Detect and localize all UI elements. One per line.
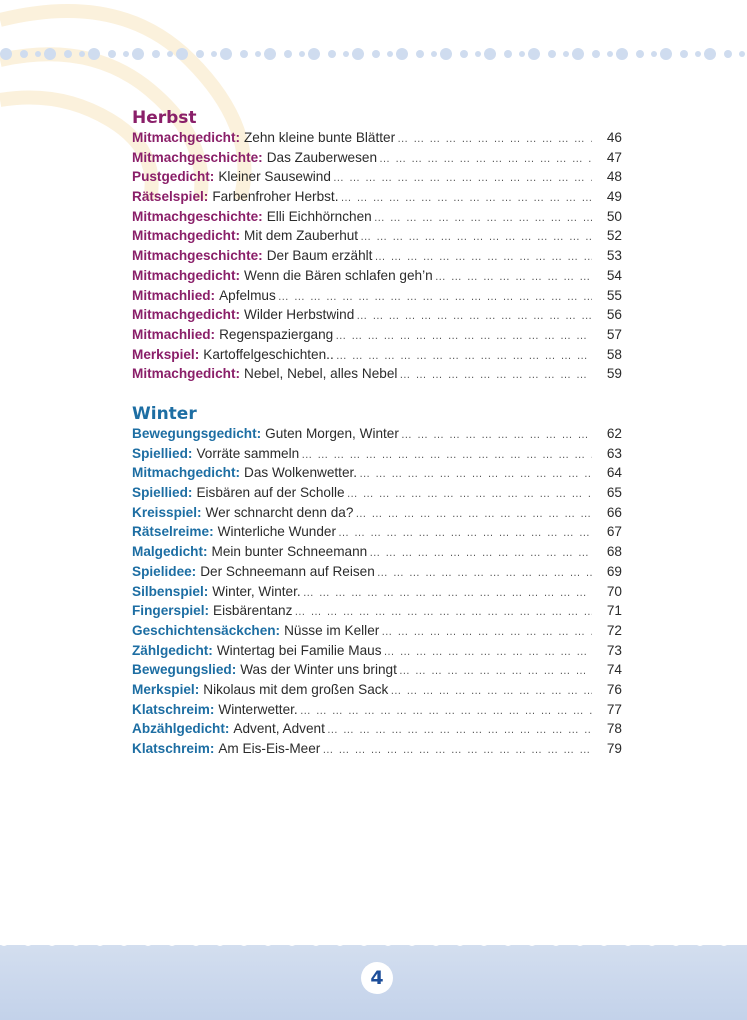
toc-entry [132,226,622,246]
toc-entry [132,246,622,266]
entry-category: Rätselreime: [132,524,214,540]
dot-leader [374,209,592,229]
toc-entry [132,483,622,503]
entry-title: Elli Eichhörnchen [266,208,372,224]
dot-leader [333,169,592,189]
toc-entry [132,148,622,168]
entry-category: Mitmachlied: [132,326,216,342]
toc-entry [132,207,622,227]
toc-entry [132,266,622,286]
entry-page-number: 73 [606,642,622,658]
section-winter [132,404,622,759]
toc-entry [132,680,622,700]
toc-entry [132,522,622,542]
toc-entry [132,582,622,602]
entry-page-number: 71 [606,603,622,619]
entry-category: Klatschreim: [132,701,215,717]
toc-entry [132,424,622,444]
entry-page-number: 77 [606,701,622,717]
dot-leader [379,150,592,170]
entry-page-number: 72 [606,622,622,638]
entry-page-number: 46 [606,130,622,145]
entry-category: Zählgedicht: [132,642,213,658]
entry-title: Mit dem Zauberhut [244,228,359,244]
entry-title: Eisbärentanz [213,603,293,619]
dot-leader [356,307,592,327]
toc-entry [132,305,622,325]
toc-entry [132,719,622,739]
entry-category: Mitmachgedicht: [132,307,240,323]
winter-entry-list [132,424,622,759]
entry-page-number: 52 [606,228,622,244]
dot-leader [435,268,592,288]
dot-leader [300,702,592,722]
entry-page-number: 55 [606,287,622,303]
entry-category: Geschichtensäckchen: [132,622,281,638]
entry-page-number: 79 [606,741,622,756]
entry-title: Zehn kleine bunte Blätter [244,130,396,145]
entry-category: Abzählgedicht: [132,721,230,737]
entry-category: Mitmachlied: [132,287,216,303]
entry-category: Bewegungsgedicht: [132,426,262,441]
entry-title: Winterwetter. [218,701,298,717]
section-title-winter: Winter [132,404,197,424]
entry-page-number: 49 [606,189,622,205]
entry-category: Mitmachgedicht: [132,267,240,283]
entry-category: Mitmachgedicht: [132,228,240,244]
entry-title: Am Eis-Eis-Meer [218,741,321,756]
entry-title: Kartoffelgeschichten.. [203,346,334,362]
entry-category: Mitmachgeschichte: [132,248,263,264]
toc-entry [132,187,622,207]
dot-leader [338,524,592,544]
entry-page-number: 65 [606,485,622,501]
section-herbst [132,108,622,384]
entry-category: Bewegungslied: [132,662,237,678]
toc-entry [132,128,622,148]
entry-category: Klatschreim: [132,741,215,756]
toc-entry [132,345,622,365]
toc-entry [132,641,622,661]
dot-leader [369,544,592,564]
entry-category: Merkspiel: [132,346,200,362]
entry-category: Spiellied: [132,445,193,461]
entry-page-number: 68 [606,544,622,560]
toc-entry [132,660,622,680]
dot-leader [399,366,592,386]
entry-page-number: 62 [606,426,622,441]
dot-leader [397,130,592,150]
dot-leader [359,465,592,485]
entry-category: Spiellied: [132,485,193,501]
dot-leader [381,623,592,643]
entry-title: Wintertag bei Familie Maus [216,642,382,658]
entry-page-number: 50 [606,208,622,224]
entry-page-number: 66 [606,504,622,520]
entry-title: Advent, Advent [233,721,325,737]
toc-entry [132,601,622,621]
entry-page-number: 48 [606,169,622,185]
toc-entry [132,444,622,464]
entry-category: Rätselspiel: [132,189,209,205]
entry-category: Silbenspiel: [132,583,209,599]
entry-title: Der Baum erzählt [266,248,373,264]
entry-page-number: 47 [606,149,622,165]
entry-category: Mitmachgedicht: [132,130,240,145]
toc-entry [132,325,622,345]
toc-entry [132,562,622,582]
dot-leader [322,741,592,761]
dot-leader [360,228,592,248]
page-number: 4 [361,962,393,994]
entry-page-number: 53 [606,248,622,264]
entry-category: Mitmachgedicht: [132,366,240,382]
dot-leader [335,327,592,347]
entry-page-number: 76 [606,681,622,697]
entry-page-number: 64 [606,465,622,481]
entry-page-number: 63 [606,445,622,461]
entry-title: Nikolaus mit dem großen Sack [203,681,389,697]
entry-title: Wenn die Bären schlafen geh’n [244,267,433,283]
entry-category: Spielidee: [132,563,197,579]
entry-category: Mitmachgeschichte: [132,208,263,224]
entry-category: Mitmachgedicht: [132,465,240,481]
dot-leader [399,662,592,682]
entry-title: Vorräte sammeln [196,445,300,461]
entry-title: Mein bunter Schneemann [211,544,368,560]
dot-leader [303,584,592,604]
entry-title: Was der Winter uns bringt [240,662,397,678]
toc-entry [132,621,622,641]
entry-title: Eisbären auf der Scholle [196,485,345,501]
entry-title: Winter, Winter. [212,583,301,599]
entry-page-number: 56 [606,307,622,323]
entry-page-number: 58 [606,346,622,362]
entry-category: Merkspiel: [132,681,200,697]
toc-entry [132,463,622,483]
dot-leader [341,189,593,209]
entry-title: Wer schnarcht denn da? [205,504,354,520]
entry-title: Regenspaziergang [219,326,334,342]
entry-page-number: 59 [606,366,622,382]
entry-title: Guten Morgen, Winter [265,426,399,441]
footer-scallop-edge [0,939,747,951]
entry-title: Winterliche Wunder [217,524,336,540]
entry-page-number: 69 [606,563,622,579]
section-title-herbst: Herbst [132,108,197,128]
entry-category: Pustgedicht: [132,169,215,185]
entry-page-number: 54 [606,267,622,283]
dot-leader [355,505,592,525]
entry-page-number: 57 [606,326,622,342]
toc-entry [132,739,622,759]
entry-title: Das Zauberwesen [266,149,378,165]
toc-entry [132,700,622,720]
toc-entry [132,167,622,187]
entry-title: Farbenfroher Herbst. [212,189,339,205]
entry-category: Malgedicht: [132,544,208,560]
entry-title: Der Schneemann auf Reisen [200,563,375,579]
entry-title: Das Wolkenwetter. [244,465,358,481]
entry-page-number: 67 [606,524,622,540]
entry-category: Fingerspiel: [132,603,210,619]
entry-title: Apfelmus [219,287,276,303]
entry-category: Mitmachgeschichte: [132,149,263,165]
top-dotted-border [0,44,747,64]
dot-leader [384,643,592,663]
toc-entry [132,286,622,306]
entry-title: Nebel, Nebel, alles Nebel [244,366,398,382]
toc-entry [132,364,622,384]
toc-entry [132,542,622,562]
toc-entry [132,503,622,523]
entry-category: Kreisspiel: [132,504,202,520]
entry-title: Nüsse im Keller [284,622,380,638]
entry-title: Wilder Herbstwind [244,307,355,323]
entry-title: Kleiner Sausewind [218,169,331,185]
dot-leader [327,721,592,741]
dot-leader [347,485,592,505]
dot-leader [401,426,592,446]
entry-page-number: 70 [606,583,622,599]
entry-page-number: 74 [606,662,622,678]
dot-leader [390,682,592,702]
herbst-entry-list [132,128,622,384]
entry-page-number: 78 [606,721,622,737]
dot-leader [377,564,592,584]
